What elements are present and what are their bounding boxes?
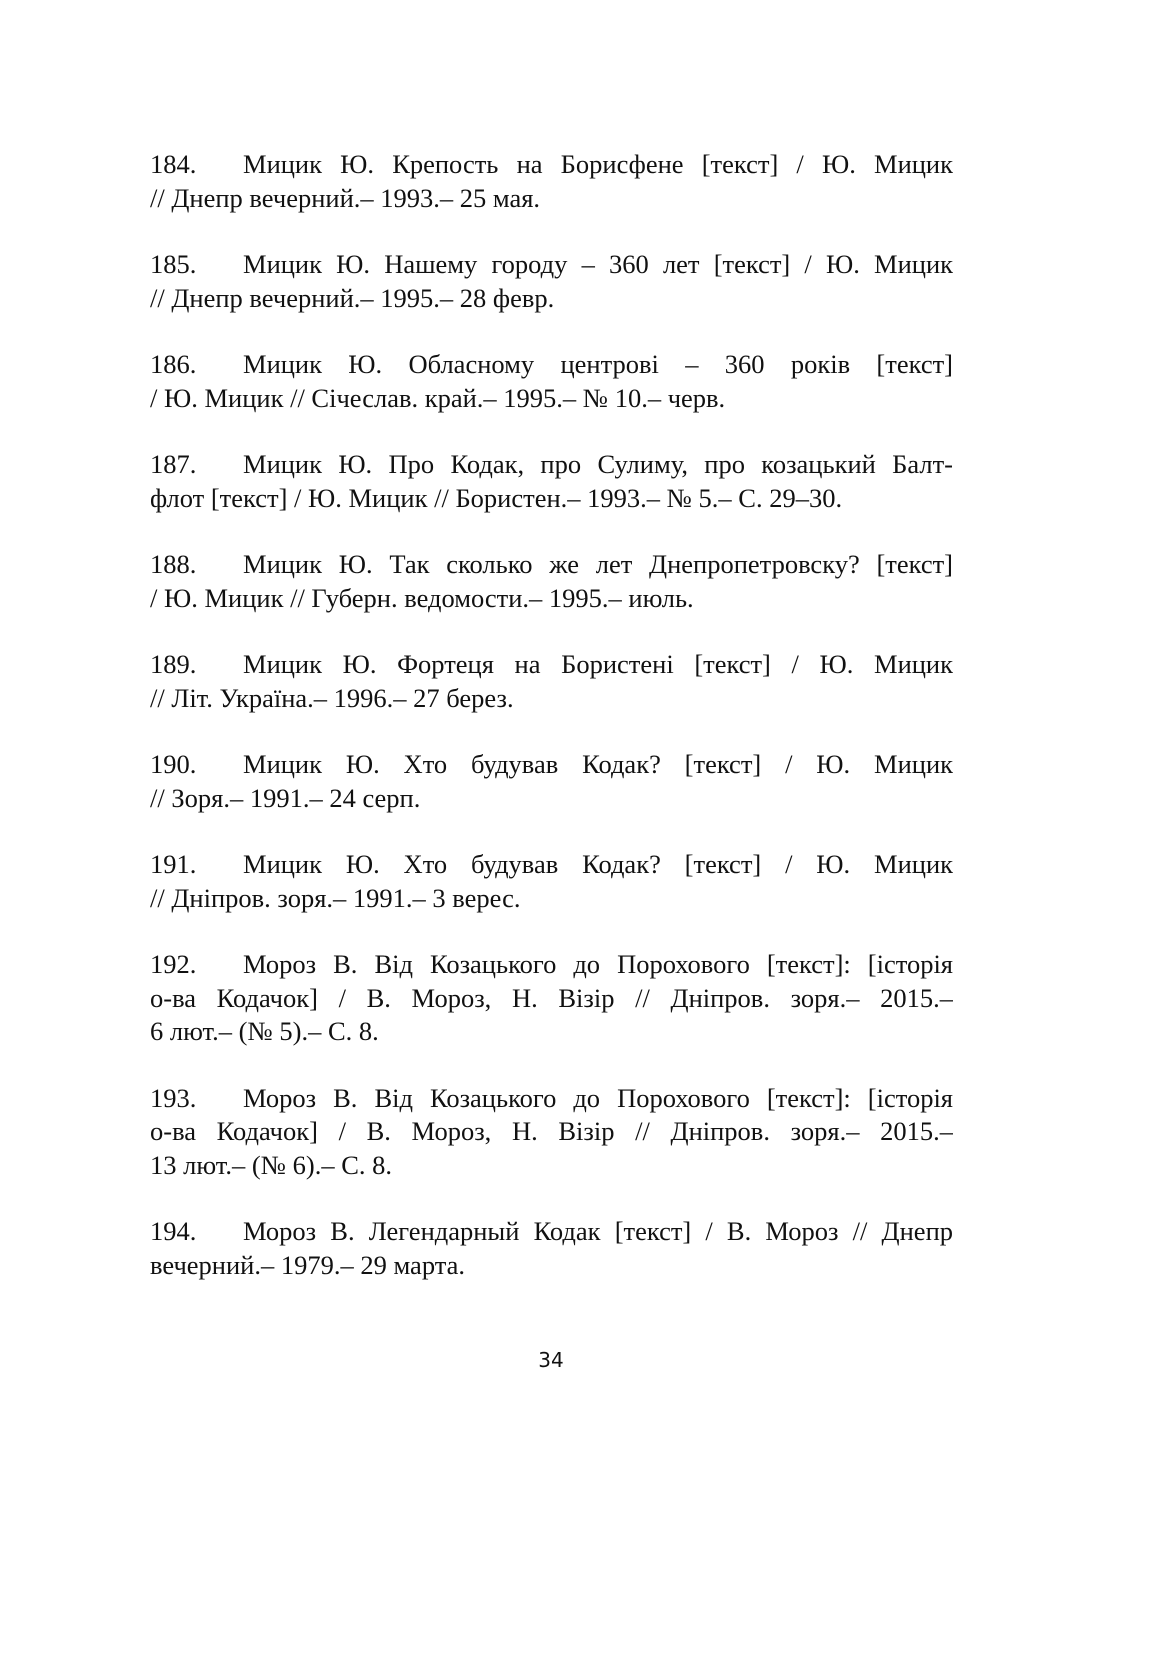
- entry-text: Мороз В. Від Козацького до Порохового [текст]: [історія: [243, 949, 953, 979]
- bibliography-entry: [150, 748, 953, 815]
- entry-line: [150, 682, 953, 716]
- entry-number: 191.: [150, 849, 197, 879]
- entry-text: 13 лют.– (№ 6).– С. 8.: [150, 1149, 392, 1180]
- entry-number: 194.: [150, 1216, 197, 1246]
- entry-text: Мороз В. Легендарный Кодак [текст] / В. Мороз // Днепр: [243, 1216, 953, 1246]
- entry-number: 190.: [150, 749, 197, 779]
- bibliography-entry: [150, 1082, 953, 1183]
- bibliography-entry: [150, 648, 953, 715]
- entry-line: [150, 248, 953, 282]
- entry-line: [150, 348, 953, 382]
- entry-text: о-ва Кодачок] / В. Мороз, Н. Візір // Дніпров. зоря.– 2015.–: [150, 1116, 953, 1146]
- bibliography-entry: [150, 1215, 953, 1282]
- entry-line: [150, 448, 953, 482]
- entry-text: Мицик Ю. Крепость на Борисфене [текст] / Ю. Мицик: [243, 149, 953, 179]
- entry-line: [150, 1215, 953, 1249]
- bibliography-entry: [150, 948, 953, 1049]
- bibliography-entry: [150, 348, 953, 415]
- entry-text: Мороз В. Від Козацького до Порохового [текст]: [історія: [243, 1082, 953, 1113]
- entry-text: / Ю. Мицик // Січеслав. край.– 1995.– № 10.– черв.: [150, 382, 726, 413]
- entry-text: 6 лют.– (№ 5).– С. 8.: [150, 1016, 379, 1046]
- entry-number: 187.: [150, 449, 197, 479]
- page-number: 34: [538, 1348, 564, 1372]
- entry-number: 193.: [150, 1082, 197, 1113]
- entry-number: 192.: [150, 949, 197, 979]
- entry-text: Мицик Ю. Нашему городу – 360 лет [текст] / Ю. Мицик: [243, 249, 953, 279]
- bibliography-entry: [150, 248, 953, 315]
- entry-number: 186.: [150, 349, 197, 379]
- entry-text: Мицик Ю. Обласному центрові – 360 років [текст]: [243, 349, 953, 379]
- entry-line: [150, 982, 953, 1016]
- bibliography-entry: [150, 448, 953, 515]
- entry-line: [150, 1015, 953, 1049]
- entry-number: 188.: [150, 549, 197, 579]
- entry-line: [150, 482, 953, 516]
- entry-line: [150, 748, 953, 782]
- entry-line: [150, 548, 953, 582]
- entry-number: 189.: [150, 649, 197, 679]
- entry-number: 184.: [150, 149, 197, 179]
- entry-text: Мицик Ю. Хто будував Кодак? [текст] / Ю. Мицик: [243, 749, 953, 779]
- entry-text: Мицик Ю. Про Кодак, про Сулиму, про козацький Балт-: [243, 449, 953, 479]
- entry-line: [150, 282, 953, 316]
- entry-text: вечерний.– 1979.– 29 марта.: [150, 1249, 466, 1280]
- entry-line: [150, 882, 953, 916]
- bibliography-entry: [150, 148, 953, 215]
- entry-line: [150, 582, 953, 616]
- entry-text: // Дніпров. зоря.– 1991.– 3 верес.: [150, 882, 521, 913]
- bibliography-list: [150, 148, 953, 1315]
- bibliography-entry: [150, 848, 953, 915]
- entry-text: о-ва Кодачок] / В. Мороз, Н. Візір // Дніпров. зоря.– 2015.–: [150, 982, 953, 1013]
- entry-text: Мицик Ю. Хто будував Кодак? [текст] / Ю. Мицик: [243, 849, 953, 879]
- entry-line: [150, 1115, 953, 1149]
- entry-text: флот [текст] / Ю. Мицик // Бористен.– 1993.– № 5.– С. 29–30.: [150, 482, 843, 513]
- entry-text: Мицик Ю. Так сколько же лет Днепропетровску? [текст]: [243, 549, 953, 579]
- entry-text: // Літ. Україна.– 1996.– 27 берез.: [150, 682, 514, 713]
- entry-line: [150, 182, 953, 216]
- entry-text: // Днепр вечерний.– 1995.– 28 февр.: [150, 282, 555, 313]
- entry-line: [150, 382, 953, 416]
- entry-number: 185.: [150, 249, 197, 279]
- entry-line: [150, 148, 953, 182]
- entry-line: [150, 948, 953, 982]
- entry-line: [150, 1149, 953, 1183]
- entry-line: [150, 782, 953, 816]
- entry-text: Мицик Ю. Фортеця на Бористені [текст] / Ю. Мицик: [243, 649, 953, 679]
- entry-line: [150, 848, 953, 882]
- entry-text: // Днепр вечерний.– 1993.– 25 мая.: [150, 182, 541, 213]
- entry-line: [150, 1082, 953, 1116]
- entry-line: [150, 648, 953, 682]
- entry-text: / Ю. Мицик // Губерн. ведомости.– 1995.– июль.: [150, 582, 694, 613]
- entry-line: [150, 1249, 953, 1283]
- bibliography-entry: [150, 548, 953, 615]
- entry-text: // Зоря.– 1991.– 24 серп.: [150, 782, 421, 813]
